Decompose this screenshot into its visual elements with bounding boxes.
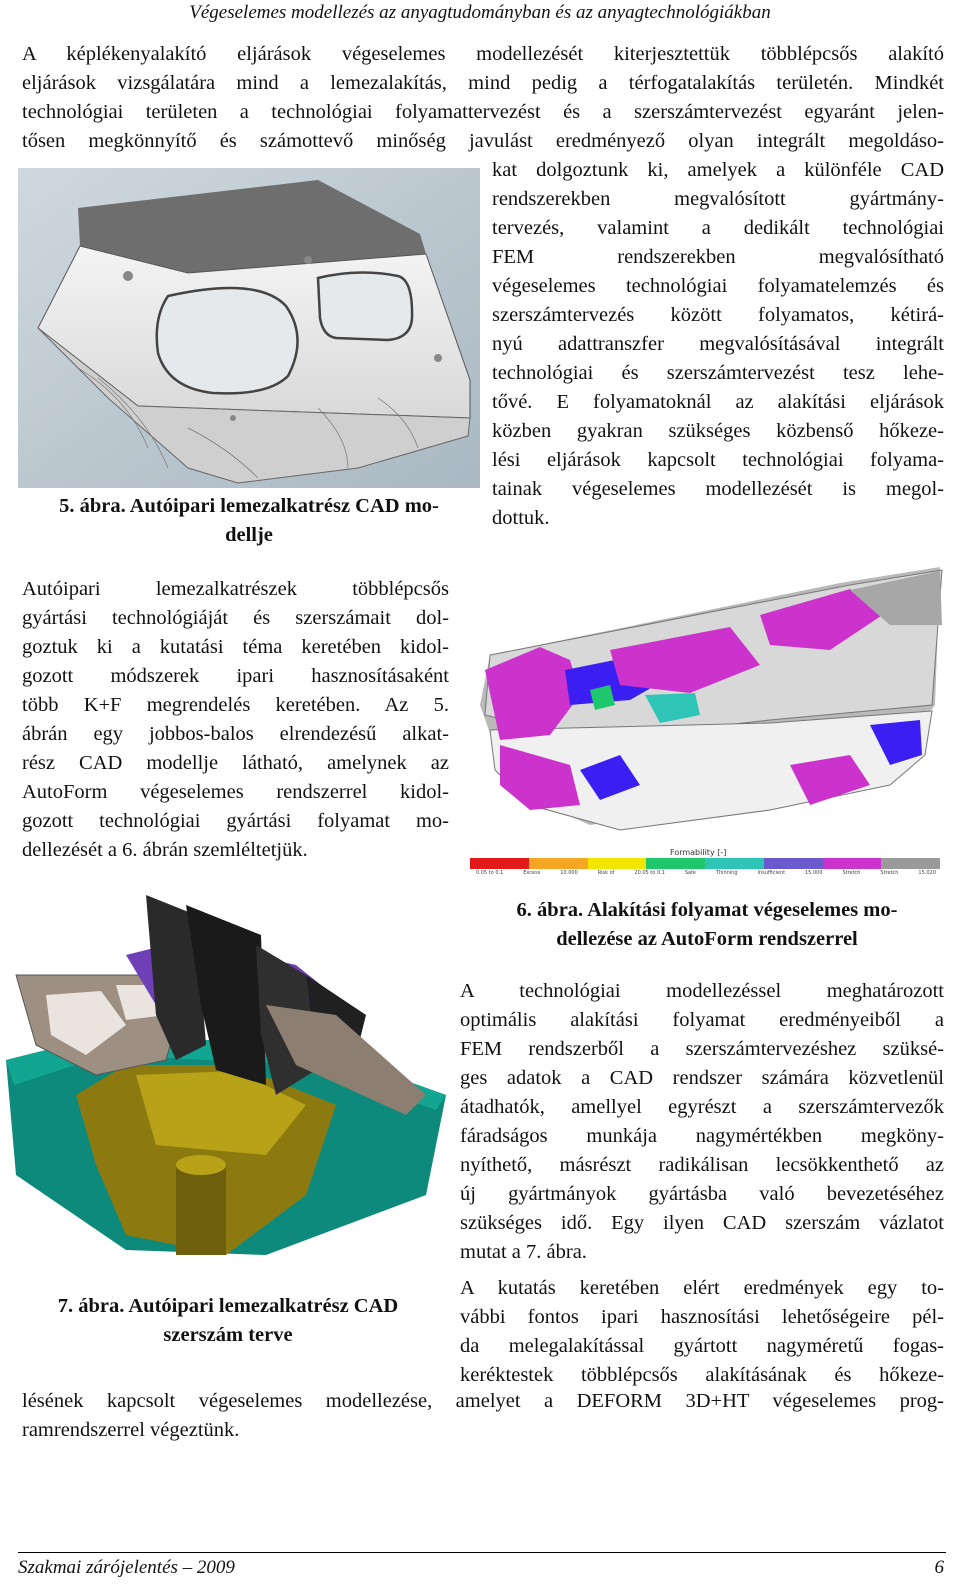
figure-6-caption bbox=[470, 896, 944, 954]
fig6-caption-line: dellezése az AutoForm rendszerrel bbox=[556, 928, 858, 950]
p3-line: optimális alakítási folyamat eredményeiből a bbox=[460, 1009, 944, 1031]
sheet-metal-part-image bbox=[18, 168, 480, 488]
figure-5-caption bbox=[18, 492, 480, 550]
p2-line: goztuk ki a kutatási téma keretében kidol- bbox=[22, 636, 449, 658]
p4-right-line: A kutatás keretében elért eredmények egy to- bbox=[460, 1277, 944, 1299]
page-number: 6 bbox=[934, 1557, 944, 1578]
p1-right-line: szerszámtervezés között folyamatos, kétirá- bbox=[492, 304, 944, 326]
footer-report-title: Szakmai zárójelentés – 2009 bbox=[18, 1557, 235, 1578]
p1-right-line: nyú adattranszfer megvalósításával integrált bbox=[492, 333, 944, 355]
legend-swatch bbox=[881, 858, 940, 869]
legend-label: Safe bbox=[684, 870, 696, 876]
p1-right-line: rendszerekben megvalósított gyártmány- bbox=[492, 188, 944, 210]
p3-line: nyíthető, másrészt radikálisan lecsökkenthető az bbox=[460, 1154, 944, 1176]
p2-line: AutoForm végeselemes rendszerrel kidol- bbox=[22, 781, 449, 803]
p1-line: eljárások vizsgálatára mind a lemezalakítás, mind pedig a térfogatalakítás területén. Mindkét bbox=[22, 72, 944, 94]
legend-swatch bbox=[823, 858, 882, 869]
legend-label: 20.05 to 0.1 bbox=[634, 870, 665, 876]
p4-right-line: keréktestek többlépcsős alakításának és hőkeze- bbox=[460, 1364, 944, 1386]
legend-label: Excess bbox=[523, 870, 541, 876]
fig7-caption-line: szerszám terve bbox=[163, 1324, 293, 1346]
legend-label: 0.05 to 0.1 bbox=[476, 870, 504, 876]
tool-cad-image bbox=[6, 895, 450, 1280]
p2-line: ábrán egy jobbos-balos elrendezésű alkat- bbox=[22, 723, 449, 745]
paragraph-technological-modelling bbox=[460, 977, 944, 1267]
legend-swatch bbox=[705, 858, 764, 869]
legend-swatch bbox=[588, 858, 647, 869]
legend-label: Insufficient bbox=[757, 870, 786, 876]
p1-line: tősen megkönnyítő és számottevő minőség javulást eredményező olyan integrált megoldáso- bbox=[22, 130, 944, 152]
p1-right-line: közben gyakran szükséges közbenső hőkeze- bbox=[492, 420, 944, 442]
paragraph-intro-continued bbox=[492, 156, 944, 533]
legend-label: Risk of bbox=[597, 870, 615, 876]
p2-line: gozott technológiai gyártási folyamat mo- bbox=[22, 810, 449, 832]
figure-6-autoform-simulation bbox=[470, 555, 948, 855]
legend-swatch bbox=[470, 858, 529, 869]
p1-right-line: végeselemes technológiai folyamatelemzés és bbox=[492, 275, 944, 297]
p2-line: gozott módszerek ipari hasznosításaként bbox=[22, 665, 449, 687]
paragraph-research-results-continued bbox=[22, 1387, 944, 1445]
legend-label: 15.000 bbox=[805, 870, 823, 876]
figure-7-tool-design bbox=[6, 895, 450, 1280]
p1-right-line: tővé. E folyamatoknál az alakítási eljárások bbox=[492, 391, 944, 413]
fig6-legend-title: Formability [-] bbox=[670, 848, 727, 857]
fig5-caption-line: 5. ábra. Autóipari lemezalkatrész CAD mo- bbox=[59, 495, 439, 517]
fig7-caption-line: 7. ábra. Autóipari lemezalkatrész CAD bbox=[57, 1295, 399, 1317]
legend-swatch bbox=[764, 858, 823, 869]
p4-full-line: lésének kapcsolt végeselemes modellezése, amelyet a DEFORM 3D+HT végeselemes prog- bbox=[22, 1390, 944, 1412]
formability-plot-image bbox=[470, 555, 948, 855]
p3-line: ges adatok a CAD rendszer számára közvetlenül bbox=[460, 1067, 944, 1089]
figure-7-caption bbox=[6, 1292, 450, 1350]
legend-swatch bbox=[529, 858, 588, 869]
figure-5-cad-model bbox=[18, 168, 480, 488]
p1-right-line: FEM rendszerekben megvalósítható bbox=[492, 246, 944, 268]
p3-line: FEM rendszerből a szerszámtervezéshez szüksé- bbox=[460, 1038, 944, 1060]
footer-rule bbox=[18, 1552, 946, 1553]
p1-right-line: tervezés, valamint a dedikált technológiai bbox=[492, 217, 944, 239]
legend-label: Stretch bbox=[842, 870, 861, 876]
p3-line: mutat a 7. ábra. bbox=[460, 1241, 587, 1263]
fig5-caption-line: dellje bbox=[225, 524, 273, 546]
p3-line: új gyártmányok gyártásba való bevezetéséhez bbox=[460, 1183, 944, 1205]
p1-right-line: dottuk. bbox=[492, 507, 550, 529]
legend-label: Thinning bbox=[715, 870, 738, 876]
paragraph-intro bbox=[22, 40, 944, 156]
p1-line: A képlékenyalakító eljárások végeselemes modellezését kiterjesztettük többlépcsős alakító bbox=[22, 43, 944, 65]
paragraph-research-results bbox=[460, 1274, 944, 1390]
p1-right-line: lési eljárások kapcsolt technológiai folyama- bbox=[492, 449, 944, 471]
p2-line: dellezését a 6. ábrán szemléltetjük. bbox=[22, 839, 308, 861]
p2-line: gyártási technológiáját és szerszámait dol- bbox=[22, 607, 449, 629]
paragraph-automotive bbox=[22, 575, 449, 865]
legend-label: 15.020 bbox=[918, 870, 936, 876]
fig6-legend-labels bbox=[476, 870, 936, 876]
p1-line: technológiai területen a technológiai folyamattervezést és a szerszámtervezést egyaránt jelen- bbox=[22, 101, 944, 123]
fig6-caption-line: 6. ábra. Alakítási folyamat végeselemes mo- bbox=[516, 899, 898, 921]
p3-line: szükséges idő. Egy ilyen CAD szerszám vázlatot bbox=[460, 1212, 944, 1234]
p3-line: A technológiai modellezéssel meghatározott bbox=[460, 980, 944, 1002]
legend-swatch bbox=[646, 858, 705, 869]
p4-right-line: da melegalakítással gyártott nagyméretű fogas- bbox=[460, 1335, 944, 1357]
p1-right-line: kat dolgoztunk ki, amelyek a különféle CAD bbox=[492, 159, 944, 181]
p2-line: több K+F megrendelés keretében. Az 5. bbox=[22, 694, 449, 716]
p1-right-line: tainak végeselemes modellezését is megol- bbox=[492, 478, 944, 500]
p3-line: fáradságos munkája nagymértékben megköny- bbox=[460, 1125, 944, 1147]
p4-right-line: vábbi fontos ipari hasznosítási lehetőségeire pél- bbox=[460, 1306, 944, 1328]
legend-label: 10.000 bbox=[560, 870, 578, 876]
p4-full-line: ramrendszerrel végeztünk. bbox=[22, 1419, 240, 1441]
p1-right-line: technológiai és szerszámtervezést tesz lehe- bbox=[492, 362, 944, 384]
p2-line: rész CAD modellje látható, amelynek az bbox=[22, 752, 449, 774]
p2-line: Autóipari lemezalkatrészek többlépcsős bbox=[22, 578, 449, 600]
legend-label: Stretch bbox=[880, 870, 899, 876]
p3-line: átadhatók, amellyel egyrészt a szerszámtervezők bbox=[460, 1096, 944, 1118]
running-header: Végeselemes modellezés az anyagtudományban és az anyagtechnológiákban bbox=[189, 2, 771, 23]
